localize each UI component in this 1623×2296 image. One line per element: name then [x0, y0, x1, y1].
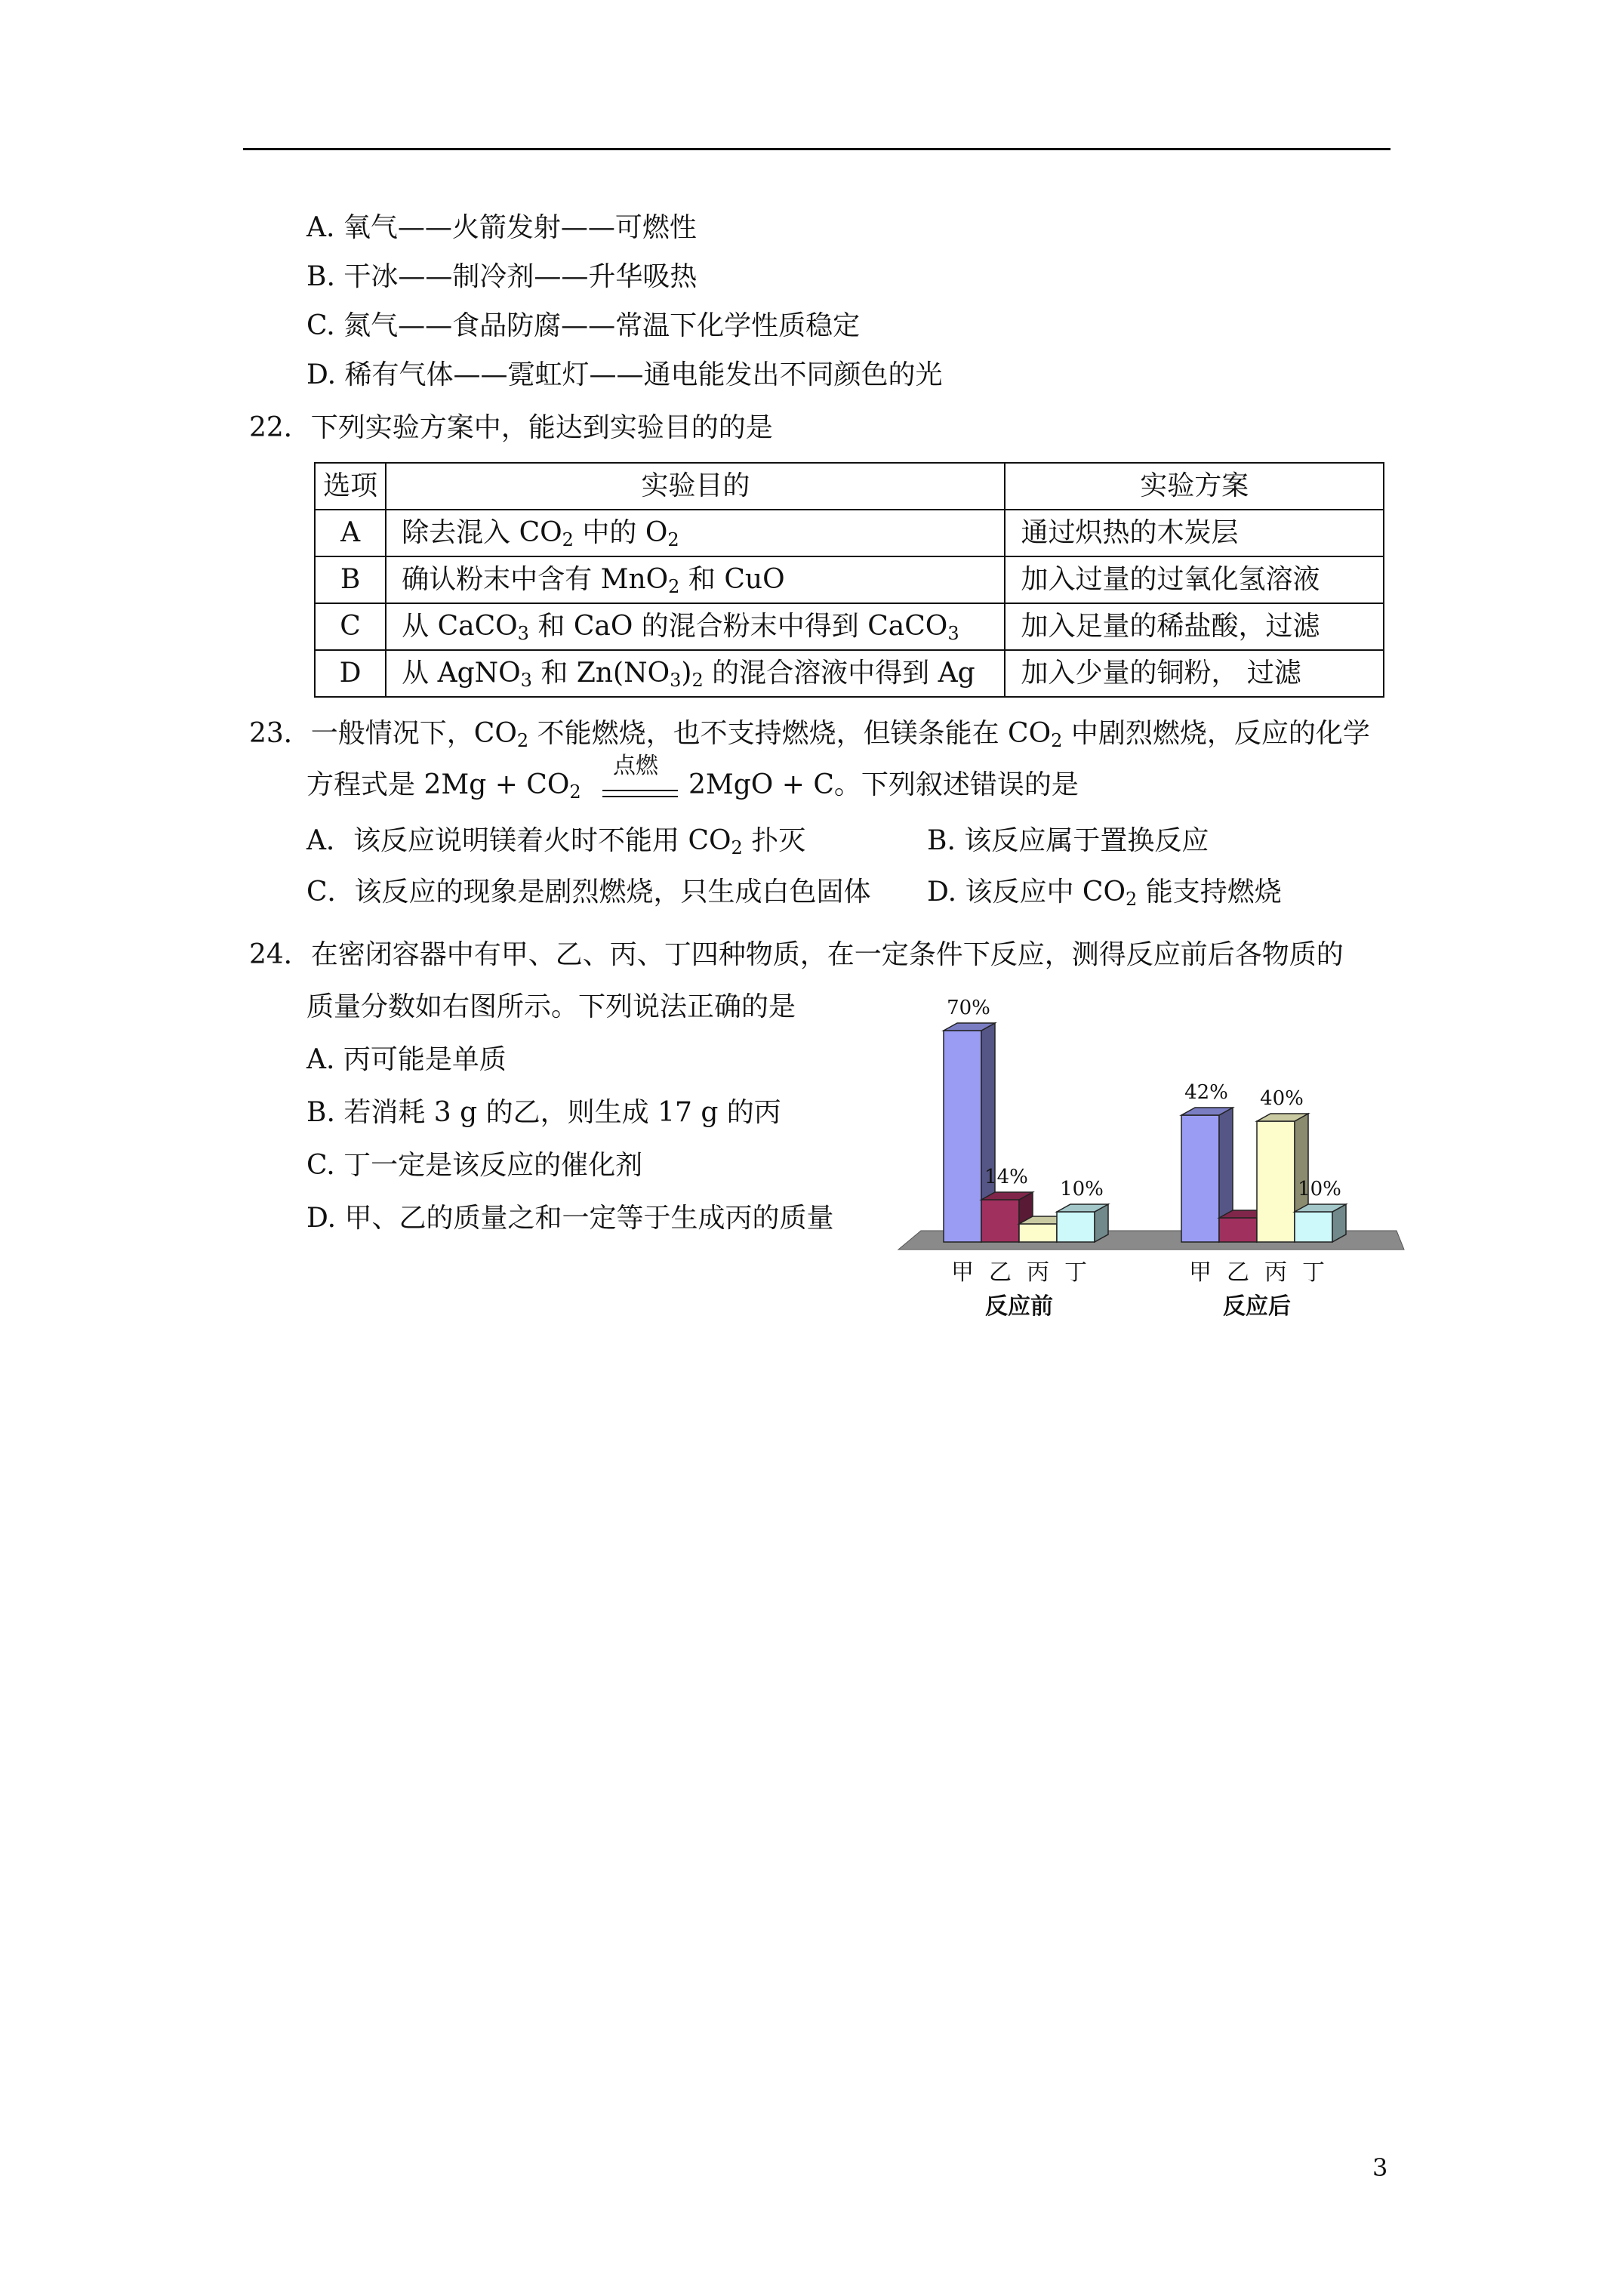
bar-0-2: [1019, 1224, 1057, 1242]
data-label-1-2: 40%: [1260, 1087, 1304, 1110]
row-plan: 通过炽热的木炭层: [1005, 510, 1384, 556]
header-rule: [243, 148, 1390, 150]
data-label-0-1: 14%: [984, 1166, 1028, 1188]
q24-stem-line2: 质量分数如右图所示。下列说法正确的是: [306, 991, 796, 1022]
q23-option-d[interactable]: D. 该反应中 $CO_2$ 能支持燃烧: [927, 877, 1282, 910]
row-purpose: 除去混入 $CO_2$ 中的 $O_2$: [386, 510, 1005, 556]
table-header-row: [315, 463, 1384, 510]
bar-1-1: [1219, 1218, 1257, 1242]
group-label-0: 反应前: [985, 1293, 1053, 1320]
mass-fraction-chart: [891, 982, 1412, 1329]
row-purpose: 从 CaCO$_3$ 和 CaO 的混合粉末中得到 CaCO$_3$: [386, 603, 1005, 650]
category-label-1-3: 丁: [1302, 1259, 1325, 1286]
page-number: 3: [1372, 2153, 1388, 2182]
q23-stem-line2: 方程式是 $2Mg + CO_2$: [306, 769, 581, 803]
bar-1-3: [1295, 1212, 1332, 1242]
category-label-0-0: 甲: [951, 1259, 974, 1286]
row-plan: 加入过量的过氧化氢溶液: [1005, 556, 1384, 603]
bar-0-3: [1057, 1212, 1095, 1242]
category-label-0-1: 乙: [989, 1259, 1012, 1286]
header-plan: 实验方案: [1005, 463, 1384, 510]
q21-option-a[interactable]: A. 氧气——火箭发射——可燃性: [306, 212, 697, 243]
row-option: D: [315, 650, 386, 697]
table-row: [315, 556, 1384, 603]
q23-equation-products: 2MgO + C。下列叙述错误的是: [688, 769, 1079, 800]
row-option: C: [315, 603, 386, 650]
data-label-0-3: 10%: [1060, 1178, 1104, 1200]
row-option: A: [315, 510, 386, 556]
category-label-1-2: 丙: [1264, 1259, 1287, 1286]
data-label-0-0: 70%: [947, 997, 990, 1019]
q21-option-c[interactable]: C. 氮气——食品防腐——常温下化学性质稳定: [306, 310, 861, 341]
q22-stem: 22．下列实验方案中，能达到实验目的的是: [249, 412, 773, 443]
q21-option-d[interactable]: D. 稀有气体——霓虹灯——通电能发出不同颜色的光: [306, 359, 943, 390]
q24-option-b[interactable]: B. 若消耗 3 g 的乙，则生成 17 g 的丙: [306, 1097, 781, 1128]
group-label-1: 反应后: [1223, 1293, 1291, 1320]
equation-bar-bottom: [602, 796, 678, 797]
q24-option-c[interactable]: C. 丁一定是该反应的催化剂: [306, 1150, 643, 1181]
header-option: 选项: [315, 463, 386, 510]
q23-option-b[interactable]: B. 该反应属于置换反应: [927, 825, 1209, 856]
bar-0-1: [981, 1200, 1019, 1242]
category-label-0-2: 丙: [1027, 1259, 1049, 1286]
category-label-1-1: 乙: [1227, 1259, 1249, 1286]
q23-option-a[interactable]: A．该反应说明镁着火时不能用 $CO_2$ 扑灭: [306, 825, 806, 858]
q24-option-a[interactable]: A. 丙可能是单质: [306, 1044, 507, 1075]
table-row: [315, 650, 1384, 697]
row-purpose: 从 AgNO$_3$ 和 $Zn(NO_3)_2$ 的混合溶液中得到 Ag: [386, 650, 1005, 697]
q23-stem-line1: 23．一般情况下，$CO_2$ 不能燃烧，也不支持燃烧，但镁条能在 $CO_2$ 中剧烈燃烧，反应的化学: [249, 718, 1370, 751]
category-label-1-0: 甲: [1189, 1259, 1212, 1286]
header-purpose: 实验目的: [386, 463, 1005, 510]
equation-bar-top: [602, 790, 678, 791]
reaction-condition: 点燃: [613, 753, 658, 779]
q24-option-d[interactable]: D. 甲、乙的质量之和一定等于生成丙的质量: [306, 1203, 834, 1234]
table-row: [315, 603, 1384, 650]
data-label-1-0: 42%: [1184, 1081, 1228, 1104]
q24-stem-line1: 24．在密闭容器中有甲、乙、丙、丁四种物质，在一定条件下反应，测得反应前后各物质的: [249, 939, 1344, 970]
row-option: B: [315, 556, 386, 603]
data-label-1-3: 10%: [1298, 1178, 1341, 1200]
q21-option-b[interactable]: B. 干冰——制冷剂——升华吸热: [306, 261, 698, 292]
experiment-table: [314, 462, 1384, 698]
row-plan: 加入少量的铜粉， 过滤: [1005, 650, 1384, 697]
bar-1-0: [1181, 1115, 1219, 1242]
bar-1-2: [1257, 1121, 1295, 1242]
row-plan: 加入足量的稀盐酸，过滤: [1005, 603, 1384, 650]
row-purpose: 确认粉末中含有 MnO$_2$ 和 CuO: [386, 556, 1005, 603]
q23-option-c[interactable]: C．该反应的现象是剧烈燃烧，只生成白色固体: [306, 877, 871, 908]
bar-0-0: [944, 1031, 981, 1242]
category-label-0-3: 丁: [1064, 1259, 1087, 1286]
table-row: [315, 510, 1384, 556]
